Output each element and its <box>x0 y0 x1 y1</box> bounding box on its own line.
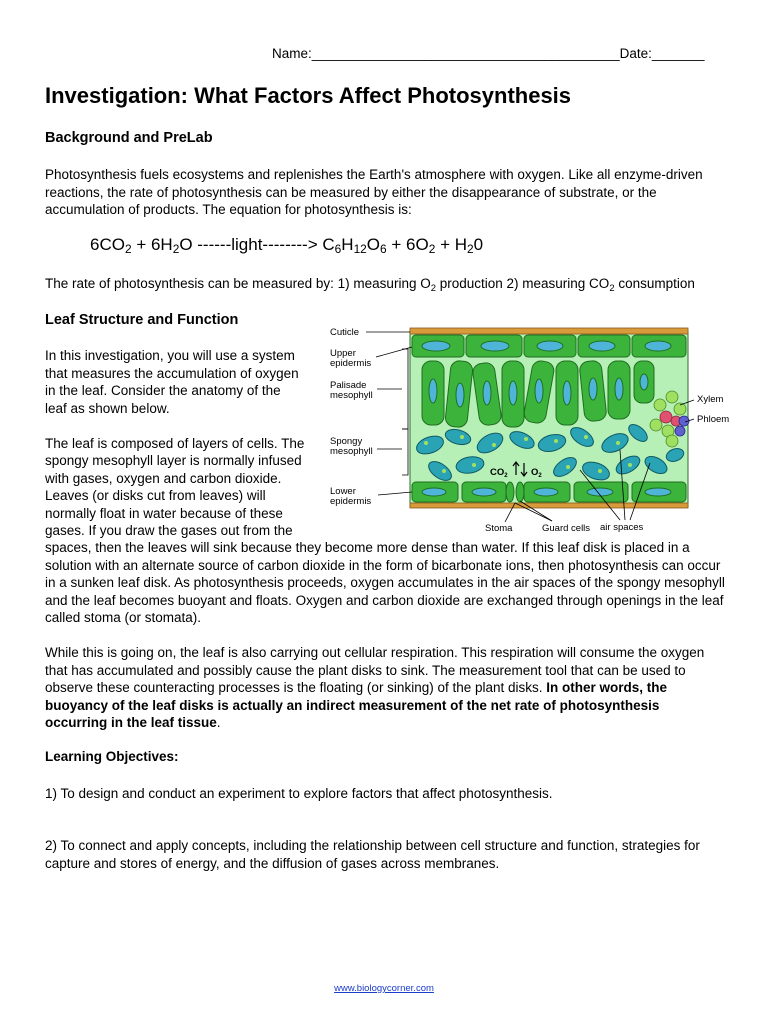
spongy-label-1: Spongy <box>330 436 363 447</box>
leaf-paragraph-1: In this investigation, you will use a system that measures the accumulation of oxygen in the leaf. Consider the anatomy of the leaf as shown below. <box>45 348 299 416</box>
stoma-label: Stoma <box>485 523 513 534</box>
upper-epidermis-label-2: epidermis <box>330 358 372 369</box>
background-heading: Background and PreLab <box>45 130 213 146</box>
upper-epidermis-label-1: Upper <box>330 348 356 359</box>
name-date-line <box>272 46 704 61</box>
o2-label: $O_2$ <box>531 467 542 479</box>
lower-epidermis-label-1: Lower <box>330 486 356 497</box>
leaf-cross-section-diagram <box>330 325 740 540</box>
guard-cell-left <box>506 482 514 502</box>
guard-cells-label: Guard cells <box>542 523 591 534</box>
respiration-paragraph: While this is going on, the leaf is also carrying out cellular respiration. This respiration will consume the oxygen that has accumulated and possibly cause the plant disks to sink. The measurement tool that can be used to observe these counteracting processes is the floating (or sinking) of the plant disks. In other words, the buoyancy of the leaf disks is actually an indirect measurement of the net rate of photosynthesis occurring in the leaf tissue. <box>45 645 705 730</box>
palisade-label-1: Palisade <box>330 380 367 391</box>
lower-epidermis-cells <box>412 482 686 502</box>
layer-brackets <box>402 349 408 475</box>
key-conclusion: In other words, the buoyancy of the leaf disks is actually an indirect measurement of the net rate of photosynthesis occurring in the leaf tissue <box>45 680 668 730</box>
leaf-structure-heading: Leaf Structure and Function <box>45 312 239 328</box>
cuticle-label: Cuticle <box>330 327 360 338</box>
footer-link[interactable]: www.biologycorner.com <box>334 983 434 994</box>
name-label: Name: <box>272 46 312 61</box>
guard-cell-right <box>516 482 524 502</box>
name-blank[interactable]: _________________________________________ <box>311 46 620 61</box>
palisade-cells <box>422 360 654 428</box>
xylem-label: Xylem <box>697 394 724 405</box>
page-title: Investigation: What Factors Affect Photosynthesis <box>45 83 572 108</box>
spongy-label-2: mesophyll <box>330 446 373 457</box>
lower-epidermis-label-2: epidermis <box>330 496 372 507</box>
date-blank[interactable]: _______ <box>651 46 705 61</box>
objectives-heading: Learning Objectives: <box>45 749 179 764</box>
air-spaces-label: air spaces <box>600 522 644 533</box>
leaf-paragraph-2-continued: spaces, then the leaves will sink because they become more dense than water. If this leaf disk is placed in a solution with an alternate source of carbon dioxide in the form of bicarbonate ions, then photosynthesis can occur in a sunken leaf disk. As photosynthesis proceeds, oxygen accumulates in the air spaces of the spongy mesophyll and the leaf becomes buoyant and floats. Oxygen and carbon dioxide are exchanged through openings in the leaf called stoma (or stomata). <box>45 540 725 625</box>
photosynthesis-equation: $6CO_2 + 6H_2O$ ------light--------> $C_6H_{12}O_6 + 6O_2 + H_20$ <box>90 235 484 256</box>
lower-cuticle-layer <box>410 503 688 508</box>
palisade-label-2: mesophyll <box>330 390 373 401</box>
phloem-label: Phloem <box>697 414 730 425</box>
leaf-paragraph-2: The leaf is composed of layers of cells. The spongy mesophyll layer is normally infused with gases, oxygen and carbon dioxide. Leaves (or disks cut from leaves) will normally float in water because of these gases. If you draw the gases out from the <box>45 435 305 538</box>
footer <box>0 983 768 994</box>
co2-label: $CO_2$ <box>490 467 508 479</box>
rate-measurement-line: The rate of photosynthesis can be measured by: 1) measuring $O_2$ production 2) measuring $CO_2$ consumption <box>45 276 695 294</box>
cuticle-layer <box>410 328 688 334</box>
objective-1: 1) To design and conduct an experiment to explore factors that affect photosynthesis. <box>45 786 553 801</box>
background-paragraph: Photosynthesis fuels ecosystems and replenishes the Earth's atmosphere with oxygen. Like all enzyme-driven reactions, the rate of photosynthesis can be measured by either the disappearance of substrate, or the accumulation of products. The equation for photosynthesis is: <box>45 167 703 217</box>
leaf-intro-column <box>45 347 305 540</box>
date-label: Date: <box>619 46 652 61</box>
objective-2: 2) To connect and apply concepts, including the relationship between cell structure and function, strategies for capture and stores of energy, and the diffusion of gases across membranes. <box>45 838 700 871</box>
upper-epidermis-cells <box>412 335 686 357</box>
